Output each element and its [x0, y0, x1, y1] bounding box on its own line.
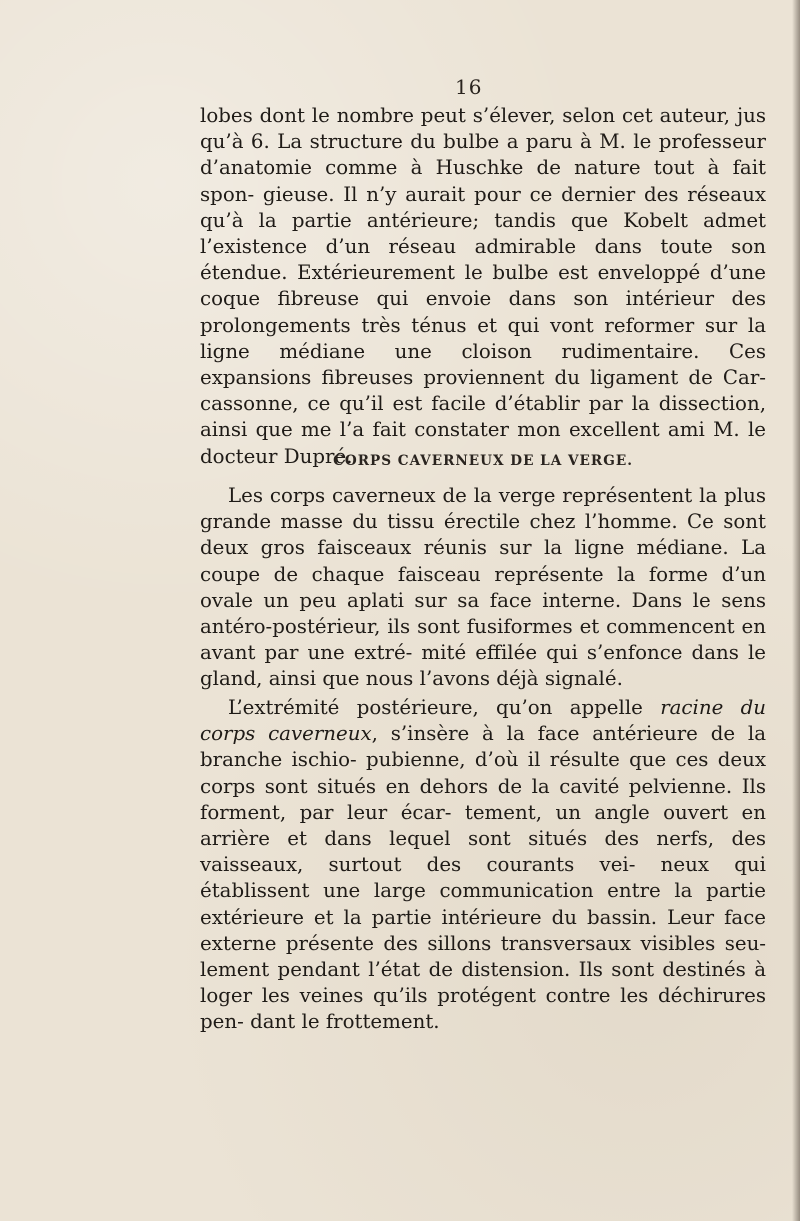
- paragraph-3: [200, 695, 766, 1036]
- page-edge-shadow: [792, 0, 800, 1221]
- section-heading: CORPS CAVERNEUX DE LA VERGE.: [333, 453, 633, 469]
- paragraph-3-text-1: L’extrémité postérieure, qu’on appelle: [228, 696, 661, 719]
- paragraph-1: lobes dont le nombre peut s’élever, selon cet auteur, jus qu’à 6. La structure du bulbe a paru à M. le professeur d’anatomie comme à Huschke de nature tout à fait spon- gieuse. Il n’y aurait pour ce dernier des réseaux qu’à la partie antérieure; tandis que Kobelt admet l’existence d’un réseau admirable dans toute son étendue. Extérieurement le bulbe est enveloppé d’une coque fibreuse qui envoie dans son intérieur des prolongements très ténus et qui vont reformer sur la ligne médiane une cloison rudimentaire. Ces expansions fibreuses proviennent du ligament de Car- cassonne, ce qu’il est facile d’établir par la dissection, ainsi que me l’a fait constater mon excellent ami M. le docteur Dupré.: [200, 104, 766, 468]
- page-number: 16: [455, 75, 483, 99]
- paragraph-3-italic-term: racine du corps caverneux: [200, 696, 766, 746]
- paragraph-2: Les corps caverneux de la verge représentent la plus grande masse du tissu érectile chez l’homme. Ce sont deux gros faisceaux réunis sur la ligne médiane. La coupe de chaque faisceau représente la forme d’un ovale un peu aplati sur sa face interne. Dans le sens antéro-postérieur, ils sont fusiformes et commencent en avant par une extré- mité effilée qui s’enfonce dans le gland, ainsi que nous l’avons déjà signalé.: [200, 484, 766, 691]
- paragraph-3-text-2: , s’insère à la face antérieure de la branche ischio- pubienne, d’où il résulte que ces deux corps sont situés en dehors de la cavité pelvienne. Ils forment, par leur écar- tement, un angle ouvert en arrière et dans lequel sont situés des nerfs, des vaisseaux, surtout des courants vei- neux qui établissent une large communication entre la partie extérieure et la partie intérieure du bassin. Leur face externe présente des sillons transversaux visibles seu- lement pendant l’état de distension. Ils sont destinés à loger les veines qu’ils protégent contre les déchirures pen- dant le frottement.: [200, 722, 766, 1034]
